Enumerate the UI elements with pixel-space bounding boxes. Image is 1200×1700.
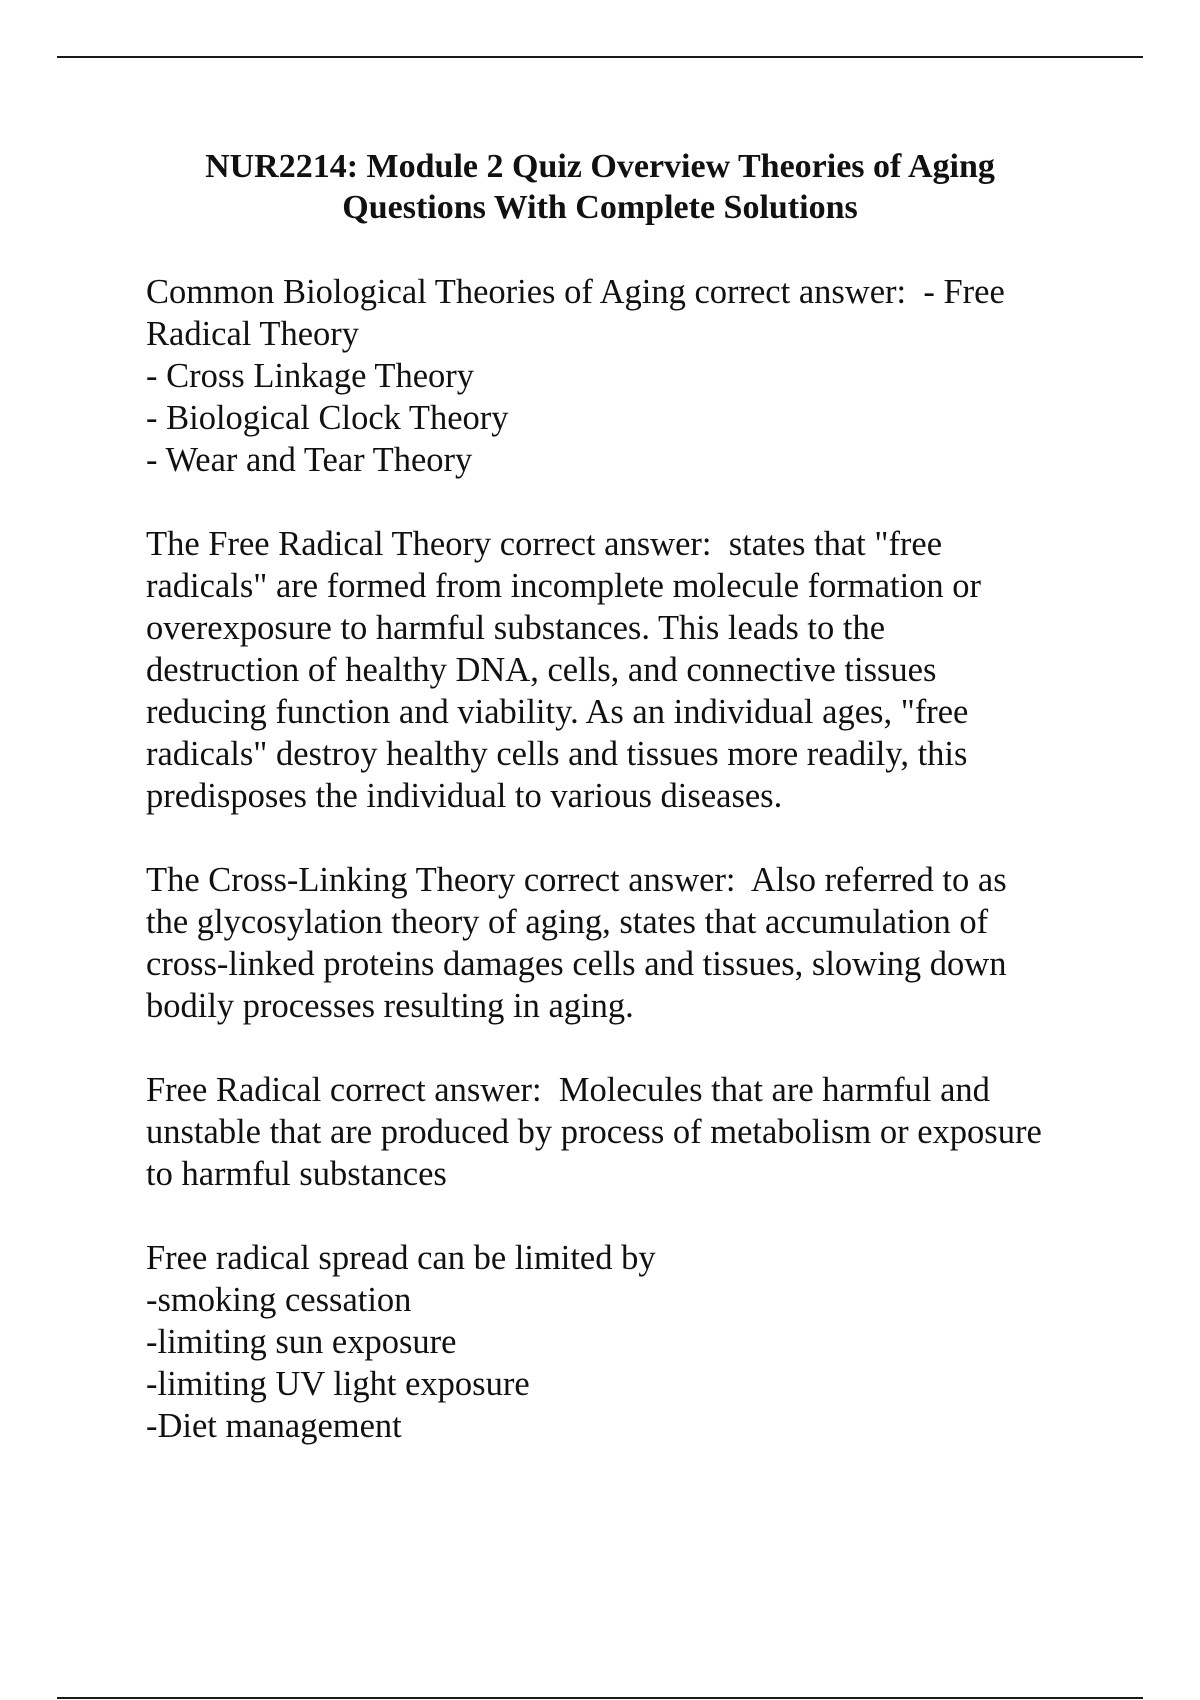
- text-line: Common Biological Theories of Aging correct answer: - Free: [146, 273, 1005, 311]
- text-line: radicals" are formed from incomplete molecule formation or: [146, 567, 982, 605]
- qa-text: [146, 1069, 1126, 1195]
- text-line: The Free Radical Theory correct answer: states that "free: [146, 525, 943, 563]
- qa-text: [146, 859, 1126, 1027]
- text-line: - Biological Clock Theory: [146, 399, 509, 437]
- qa-cross-linking-theory: [146, 859, 1126, 1027]
- text-line: The Cross-Linking Theory correct answer: Also referred to as: [146, 861, 1007, 899]
- title-line-1: NUR2214: Module 2 Quiz Overview Theories of Aging: [205, 148, 995, 185]
- text-line: bodily processes resulting in aging.: [146, 987, 634, 1025]
- qa-text: [146, 271, 1126, 481]
- document-title: [100, 146, 1100, 228]
- title-line-2: Questions With Complete Solutions: [342, 189, 858, 226]
- text-line: radicals" destroy healthy cells and tissues more readily, this: [146, 735, 968, 773]
- qa-free-radical-definition: [146, 1069, 1126, 1195]
- text-line: predisposes the individual to various diseases.: [146, 777, 783, 815]
- qa-free-radical-limits: [146, 1237, 1126, 1447]
- text-line: -Diet management: [146, 1407, 402, 1445]
- text-line: cross-linked proteins damages cells and tissues, slowing down: [146, 945, 1007, 983]
- text-line: the glycosylation theory of aging, states that accumulation of: [146, 903, 989, 941]
- text-line: overexposure to harmful substances. This leads to the: [146, 609, 886, 647]
- text-line: Free radical spread can be limited by: [146, 1239, 656, 1277]
- text-line: to harmful substances: [146, 1155, 447, 1193]
- text-line: Free Radical correct answer: Molecules that are harmful and: [146, 1071, 990, 1109]
- text-line: destruction of healthy DNA, cells, and connective tissues: [146, 651, 937, 689]
- document-body: [146, 271, 1126, 1489]
- text-line: -limiting sun exposure: [146, 1323, 457, 1361]
- qa-free-radical-theory: [146, 523, 1126, 817]
- text-line: -smoking cessation: [146, 1281, 412, 1319]
- qa-text: [146, 1237, 1126, 1447]
- text-line: unstable that are produced by process of metabolism or exposure: [146, 1113, 1042, 1151]
- bottom-divider: [57, 1697, 1143, 1699]
- text-line: reducing function and viability. As an individual ages, "free: [146, 693, 969, 731]
- text-line: - Cross Linkage Theory: [146, 357, 475, 395]
- text-line: - Wear and Tear Theory: [146, 441, 473, 479]
- qa-common-theories: [146, 271, 1126, 481]
- text-line: Radical Theory: [146, 315, 359, 353]
- qa-text: [146, 523, 1126, 817]
- top-divider: [57, 56, 1143, 58]
- text-line: -limiting UV light exposure: [146, 1365, 530, 1403]
